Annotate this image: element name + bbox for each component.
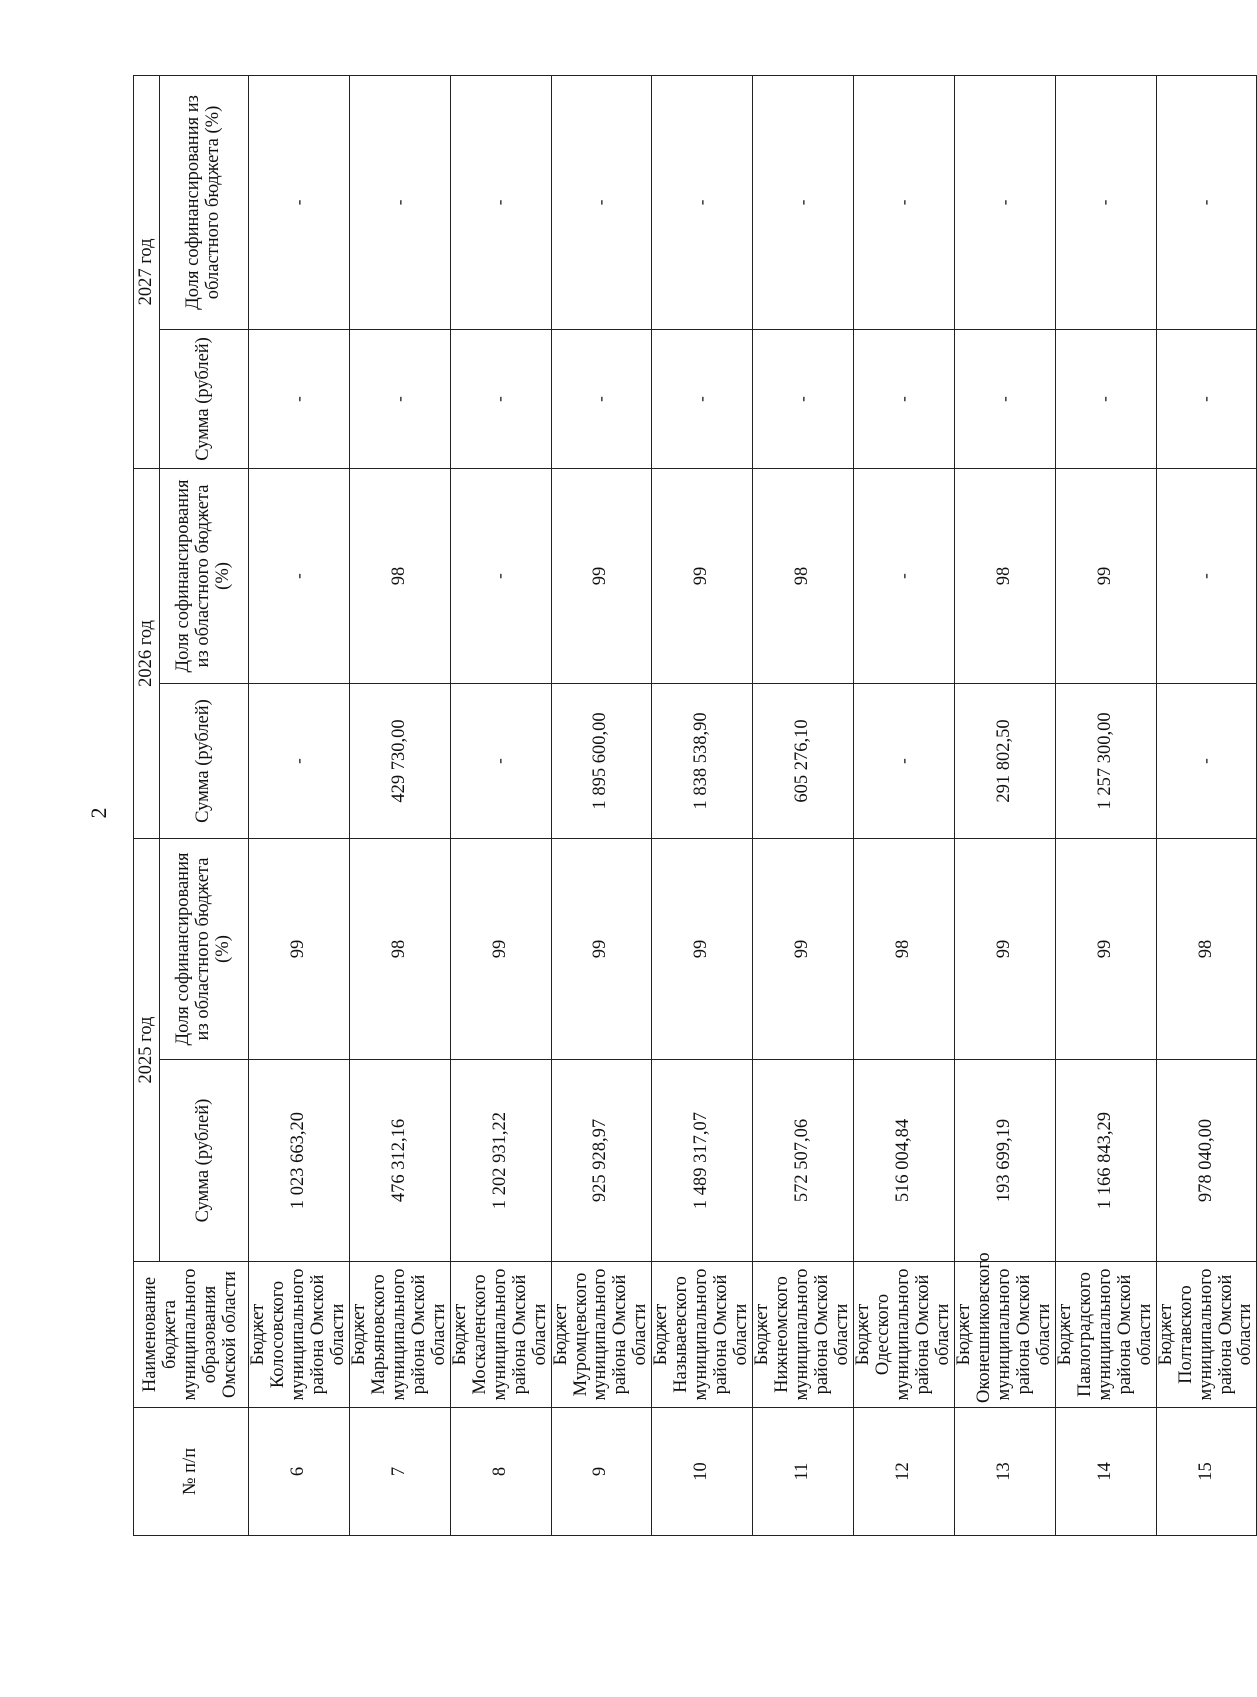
row-name: Бюджет Москаленского муниципального района Омской области	[450, 1262, 551, 1408]
row-num: 10	[652, 1408, 753, 1536]
header-sum-2025: Сумма (рублей)	[160, 1060, 249, 1262]
row-num: 15	[1156, 1408, 1257, 1536]
row-num: 9	[551, 1408, 652, 1536]
sum-2025: 1 166 843,29	[1055, 1060, 1156, 1262]
sum-2027: -	[1055, 329, 1156, 468]
share-2025: 99	[551, 838, 652, 1059]
share-2026: 99	[1055, 468, 1156, 683]
share-2025: 99	[450, 838, 551, 1059]
table-row	[1156, 75, 1257, 1535]
row-num: 8	[450, 1408, 551, 1536]
share-2027: -	[1055, 75, 1156, 329]
sum-2027: -	[954, 329, 1055, 468]
sum-2025: 1 023 663,20	[249, 1060, 350, 1262]
row-name: Бюджет Марьяновского муниципального района Омской области	[349, 1262, 450, 1408]
header-name: Наименование бюджета муниципального образования Омской области	[134, 1262, 249, 1408]
budget-table	[133, 75, 1257, 1536]
share-2026: 98	[753, 468, 854, 683]
sum-2025: 572 507,06	[753, 1060, 854, 1262]
share-2025: 99	[652, 838, 753, 1059]
share-2026: 99	[551, 468, 652, 683]
sum-2026: -	[854, 683, 955, 838]
share-2026: 99	[652, 468, 753, 683]
share-2026: -	[249, 468, 350, 683]
row-name: Бюджет Колосовского муниципального района Омской области	[249, 1262, 350, 1408]
header-sum-2026: Сумма (рублей)	[160, 683, 249, 838]
sum-2025: 516 004,84	[854, 1060, 955, 1262]
table-row	[450, 75, 551, 1535]
sum-2027: -	[753, 329, 854, 468]
sum-2027: -	[349, 329, 450, 468]
header-share-2027: Доля софинансирования из областного бюджета (%)	[160, 75, 249, 329]
header-year-2025: 2025 год	[134, 838, 160, 1261]
share-2027: -	[450, 75, 551, 329]
share-2027: -	[854, 75, 955, 329]
share-2026: 98	[954, 468, 1055, 683]
sum-2026: 429 730,00	[349, 683, 450, 838]
table-row	[652, 75, 753, 1535]
sum-2025: 193 699,19	[954, 1060, 1055, 1262]
header-year-2026: 2026 год	[134, 468, 160, 838]
page-number: 2	[86, 807, 111, 819]
sum-2025: 1 489 317,07	[652, 1060, 753, 1262]
share-2025: 98	[1156, 838, 1257, 1059]
row-num: 13	[954, 1408, 1055, 1536]
row-name: Бюджет Нижнеомского муниципального района Омской области	[753, 1262, 854, 1408]
share-2027: -	[652, 75, 753, 329]
row-name: Бюджет Называевского муниципального района Омской области	[652, 1262, 753, 1408]
rotated-table-frame	[133, 76, 1256, 1536]
sum-2027: -	[1156, 329, 1257, 468]
table-row	[753, 75, 854, 1535]
header-row-years	[134, 75, 160, 1535]
sum-2026: 291 802,50	[954, 683, 1055, 838]
share-2025: 99	[954, 838, 1055, 1059]
sum-2027: -	[249, 329, 350, 468]
share-2026: -	[450, 468, 551, 683]
sum-2026: 1 895 600,00	[551, 683, 652, 838]
sum-2027: -	[854, 329, 955, 468]
sum-2025: 925 928,97	[551, 1060, 652, 1262]
header-sum-2027: Сумма (рублей)	[160, 329, 249, 468]
row-name: Бюджет Оконешниковского муниципального района Омской области	[954, 1262, 1055, 1408]
row-num: 7	[349, 1408, 450, 1536]
row-num: 14	[1055, 1408, 1156, 1536]
share-2027: -	[249, 75, 350, 329]
share-2027: -	[551, 75, 652, 329]
sum-2025: 978 040,00	[1156, 1060, 1257, 1262]
row-num: 11	[753, 1408, 854, 1536]
share-2025: 99	[1055, 838, 1156, 1059]
row-name: Бюджет Одесского муниципального района Омской области	[854, 1262, 955, 1408]
header-year-2027: 2027 год	[134, 75, 160, 468]
sum-2025: 1 202 931,22	[450, 1060, 551, 1262]
sum-2026: -	[1156, 683, 1257, 838]
share-2025: 99	[753, 838, 854, 1059]
sum-2025: 476 312,16	[349, 1060, 450, 1262]
table-row	[1055, 75, 1156, 1535]
table-row	[249, 75, 350, 1535]
row-name: Бюджет Муромцевского муниципального района Омской области	[551, 1262, 652, 1408]
share-2027: -	[753, 75, 854, 329]
row-name: Бюджет Полтавского муниципального района Омской области	[1156, 1262, 1257, 1408]
sum-2026: 1 257 300,00	[1055, 683, 1156, 838]
header-share-2025: Доля софинансирования из областного бюджета (%)	[160, 838, 249, 1059]
sum-2027: -	[652, 329, 753, 468]
share-2026: -	[854, 468, 955, 683]
table-row	[349, 75, 450, 1535]
sum-2026: 1 838 538,90	[652, 683, 753, 838]
share-2027: -	[954, 75, 1055, 329]
sum-2026: -	[450, 683, 551, 838]
sum-2027: -	[450, 329, 551, 468]
share-2025: 98	[349, 838, 450, 1059]
share-2027: -	[349, 75, 450, 329]
header-num: № п/п	[134, 1408, 249, 1536]
row-num: 12	[854, 1408, 955, 1536]
share-2025: 99	[249, 838, 350, 1059]
share-2027: -	[1156, 75, 1257, 329]
table-row	[551, 75, 652, 1535]
table-row	[854, 75, 955, 1535]
table-body	[249, 75, 1257, 1535]
sum-2027: -	[551, 329, 652, 468]
share-2026: 98	[349, 468, 450, 683]
header-share-2026: Доля софинансирования из областного бюджета (%)	[160, 468, 249, 683]
share-2025: 98	[854, 838, 955, 1059]
row-num: 6	[249, 1408, 350, 1536]
sum-2026: 605 276,10	[753, 683, 854, 838]
row-name: Бюджет Павлоградского муниципального района Омской области	[1055, 1262, 1156, 1408]
sum-2026: -	[249, 683, 350, 838]
share-2026: -	[1156, 468, 1257, 683]
table-row	[954, 75, 1055, 1535]
